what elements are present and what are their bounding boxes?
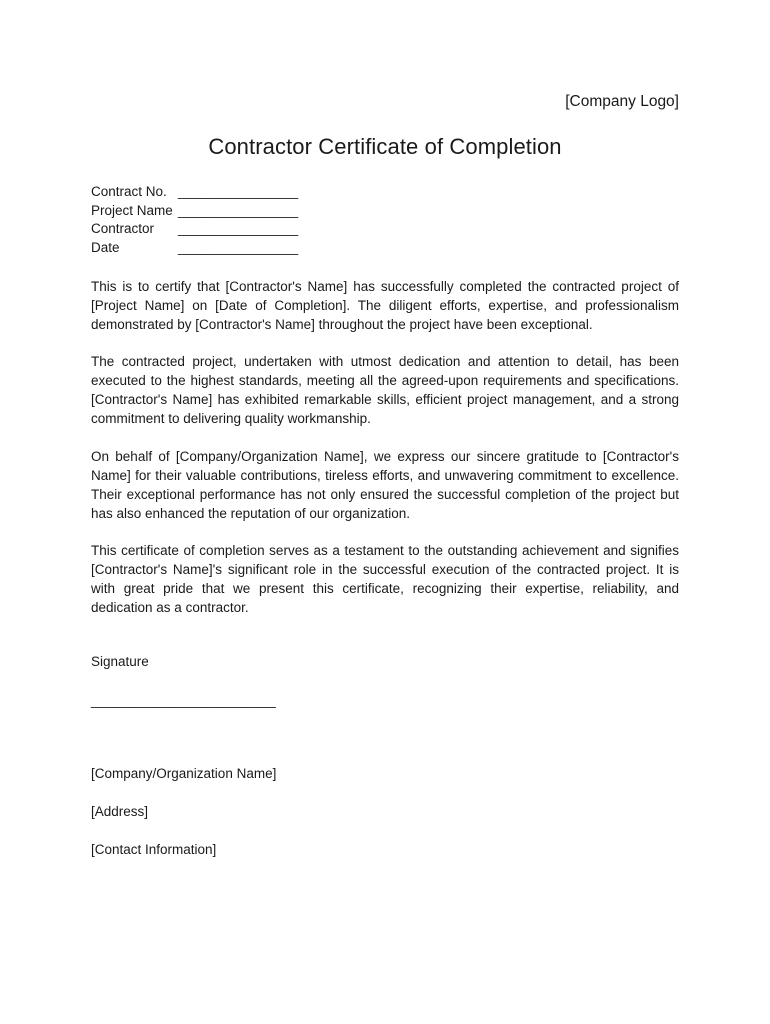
paragraph-text: On behalf of [Company/Organization Name], we express our sincere gratitude to [Contractor's Name] for their valuable contributions, tireless efforts, and unwavering commitment to excellence. Their exceptional performance has not only ensured the successful completion of the project but has also enhanced the reputation of our organization. (91, 449, 679, 521)
field-label: Project Name (91, 202, 173, 218)
paragraph-text: The contracted project, undertaken with utmost dedication and attention to detail, has been executed to the highest standards, meeting all the agreed-upon requirements and specifications. [Contractor's Name] has exhibited remarkable skills, efficient project management, and a strong commitment to delivering quality workmanship. (91, 354, 679, 426)
field-value-blank: ________________ (178, 240, 299, 256)
contact-information: [Contact Information] (91, 842, 217, 857)
signature-label: Signature (91, 654, 149, 669)
field-value-blank: ________________ (178, 202, 299, 218)
field-contract-no (91, 183, 298, 202)
field-project-name (91, 202, 298, 221)
signature-line: ________________________ (91, 693, 276, 708)
field-label: Contract No. (91, 184, 167, 199)
page-title: Contractor Certificate of Completion (208, 134, 562, 159)
field-date (91, 239, 298, 258)
paragraph-certification (91, 277, 679, 334)
paragraph-text: This is to certify that [Contractor's Name] has successfully completed the contracted project of [Project Name] on [Date of Completion]. The diligent efforts, expertise, and professionalism demonstrated by [Contractor's Name] throughout the project have been exceptional. (91, 279, 679, 332)
organization-name: [Company/Organization Name] (91, 766, 277, 781)
field-label: Date (91, 240, 120, 256)
field-contractor (91, 220, 298, 239)
company-logo-placeholder: [Company Logo] (565, 93, 679, 110)
field-value-blank: ________________ (178, 184, 299, 199)
certificate-fields (91, 183, 298, 258)
paragraph-gratitude (91, 447, 679, 523)
paragraph-project-execution (91, 352, 679, 428)
paragraph-testament (91, 541, 679, 617)
paragraph-text: This certificate of completion serves as a testament to the outstanding achievement and signifies [Contractor's Name]'s significant role in the successful execution of the contracted project. It is with great pride that we present this certificate, recognizing their expertise, reliability, and dedication as a contractor. (91, 543, 679, 615)
field-label: Contractor (91, 221, 155, 237)
field-value-blank: ________________ (178, 221, 299, 237)
address: [Address] (91, 804, 149, 819)
